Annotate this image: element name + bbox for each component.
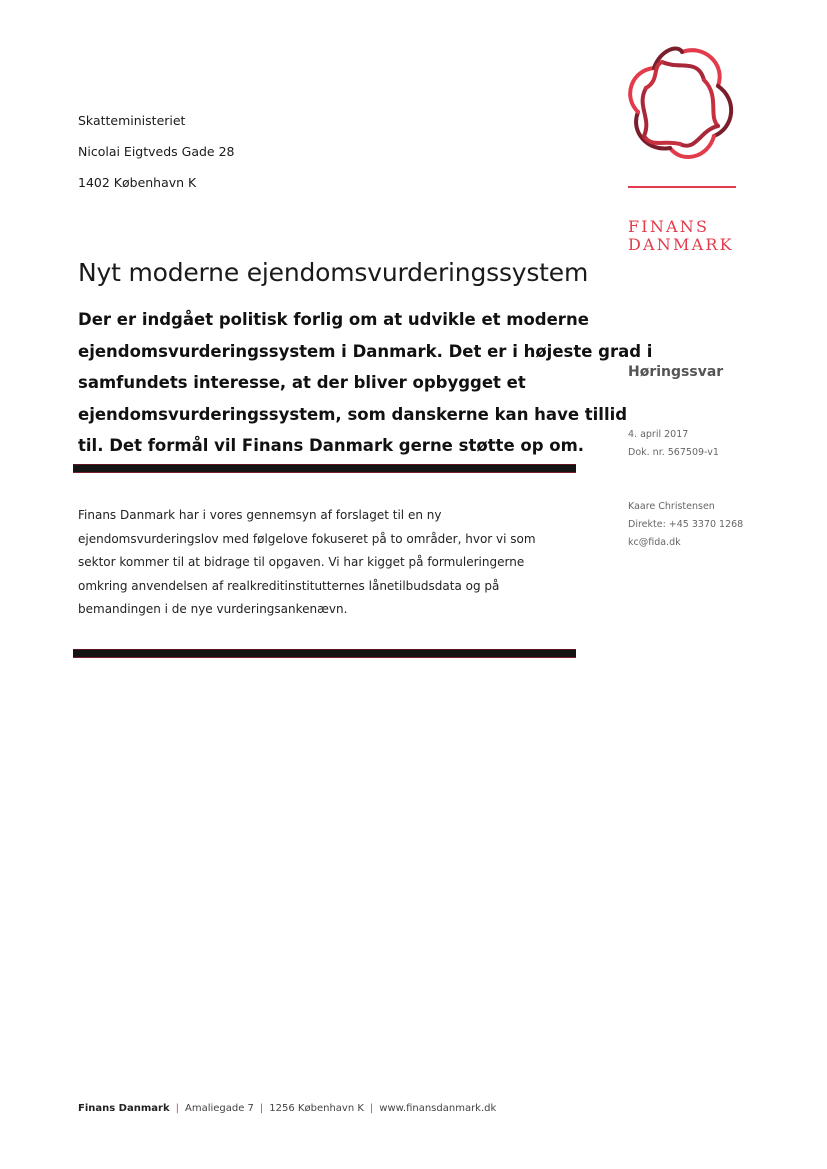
brand-divider [628,186,736,188]
lead-line: Der er indgået politisk forlig om at udvikle et moderne [78,310,589,329]
brand-wordmark [628,218,734,254]
footer-web-link[interactable]: www.finansdanmark.dk [379,1103,497,1114]
lead-line: til. Det formål vil Finans Danmark gerne støtte op om. [78,436,585,455]
contact-email[interactable]: kc@fida.dk [628,537,681,548]
footer-address: Amaliegade 7 [184,1103,254,1114]
knot-star-logo-icon [622,40,742,170]
footer-city: 1256 København K [269,1103,364,1114]
divider-top [73,465,576,472]
document-meta [628,426,719,462]
body-line: Finans Danmark har i vores gennemsyn af forslaget til en ny [78,508,442,522]
lead-line: ejendomsvurderingssystem i Danmark. Det er i højeste grad i [78,341,653,361]
body-paragraph [78,504,568,622]
body-line: omkring anvendelsen af realkreditinstitutternes lånetilbudsdata og på [78,578,500,593]
footer [78,1103,496,1114]
recipient-city: 1402 København K [78,175,197,190]
document-number: Dok. nr. 567509-v1 [628,447,719,458]
recipient-street: Nicolai Eigtveds Gade 28 [78,144,235,159]
body-line: ejendomsvurderingslov med følgelove fokuseret på to områder, hvor vi som [78,531,536,546]
footer-org: Finans Danmark [78,1103,170,1114]
lead-paragraph [78,304,653,462]
divider-bottom [73,650,576,657]
footer-separator: | [259,1103,264,1114]
body-line: bemandingen i de nye vurderingsankenævn. [78,602,348,616]
document-date: 4. april 2017 [628,429,689,440]
footer-separator: | [175,1103,179,1114]
lead-line: ejendomsvurderingssystem, som danskerne kan have tillid [78,404,628,424]
lead-line: samfundets interesse, at der bliver opbygget et [78,373,526,392]
page-title: Nyt moderne ejendomsvurderingssystem [78,258,589,287]
footer-separator: | [369,1103,374,1114]
contact-phone: Direkte: +45 3370 1268 [628,519,744,530]
body-line: sektor kommer til at bidrage til opgaven. Vi har kigget på formuleringerne [78,555,525,569]
contact-block [628,498,743,552]
document-type: Høringssvar [628,364,724,380]
brand-line-1: FINANS [628,217,710,236]
brand-line-2: DANMARK [628,235,734,254]
recipient-name: Skatteministeriet [78,113,186,128]
contact-name: Kaare Christensen [628,501,715,512]
